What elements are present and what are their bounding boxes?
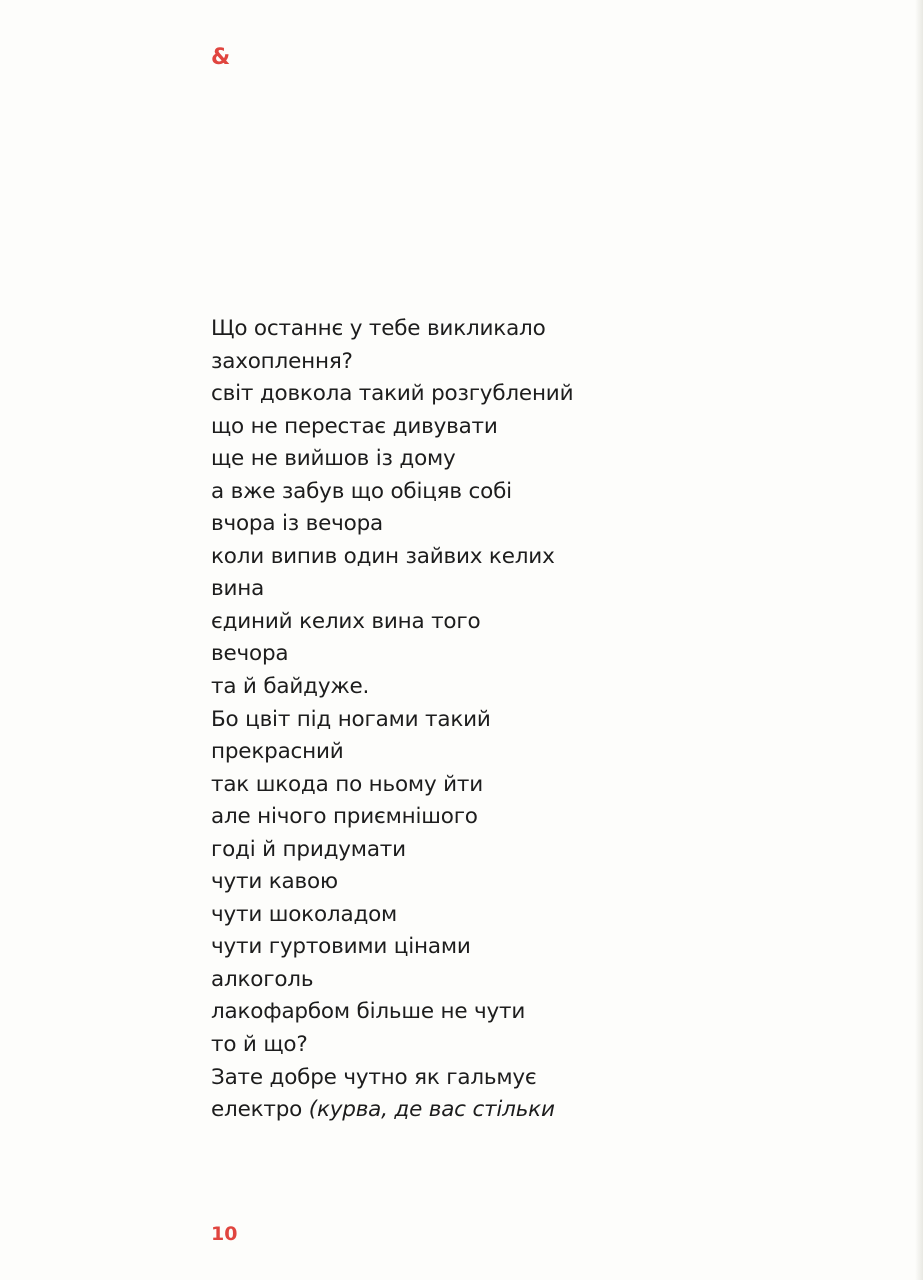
poem-line: вечора — [211, 641, 289, 667]
poem-line: лакофарбом більше не чути — [211, 999, 526, 1025]
poem-line: Бо цвіт під ногами такий — [211, 706, 491, 732]
section-ampersand-mark: & — [211, 45, 231, 70]
poem-last-line-italic: (курва, де вас стільки — [308, 1097, 555, 1123]
poem-line: але нічого приємнішого — [211, 804, 478, 830]
poem-line: Що останнє у тебе викликало — [211, 316, 546, 341]
poem-line: захоплення? — [211, 348, 353, 374]
poem-line: єдиний келих вина того — [211, 608, 481, 634]
poem-line: та й байдуже. — [211, 674, 370, 700]
poem-line: чути шоколадом — [211, 901, 398, 927]
poem-line: світ довкола такий розгублений — [211, 381, 574, 407]
page-edge — [915, 0, 923, 1280]
page-number: 10 — [211, 1223, 238, 1245]
poem-line: вина — [211, 576, 265, 602]
poem-line: чути гуртовими цінами — [211, 934, 471, 960]
poem-line: а вже забув що обіцяв собі — [211, 478, 512, 504]
poem-last-line-regular: електро — [211, 1097, 309, 1123]
poem-line: алкоголь — [211, 966, 314, 992]
poem-line: вчора із вечора — [211, 511, 384, 537]
poem-line: то й що? — [211, 1032, 308, 1058]
poem-line: Зате добре чутно як гальмує — [211, 1064, 537, 1090]
poem-line: годі й придумати — [211, 836, 406, 862]
poem-line: коли випив один зайвих келих — [211, 543, 555, 569]
poem-line: так шкода по ньому йти — [211, 771, 483, 797]
poem-last-line — [211, 1094, 891, 1127]
poem-line: ще не вийшов із дому — [211, 446, 456, 472]
poem-line: чути кавою — [211, 869, 338, 895]
poem-text — [211, 313, 891, 1127]
poem-line: прекрасний — [211, 739, 344, 765]
poem-line: що не перестає дивувати — [211, 413, 498, 439]
